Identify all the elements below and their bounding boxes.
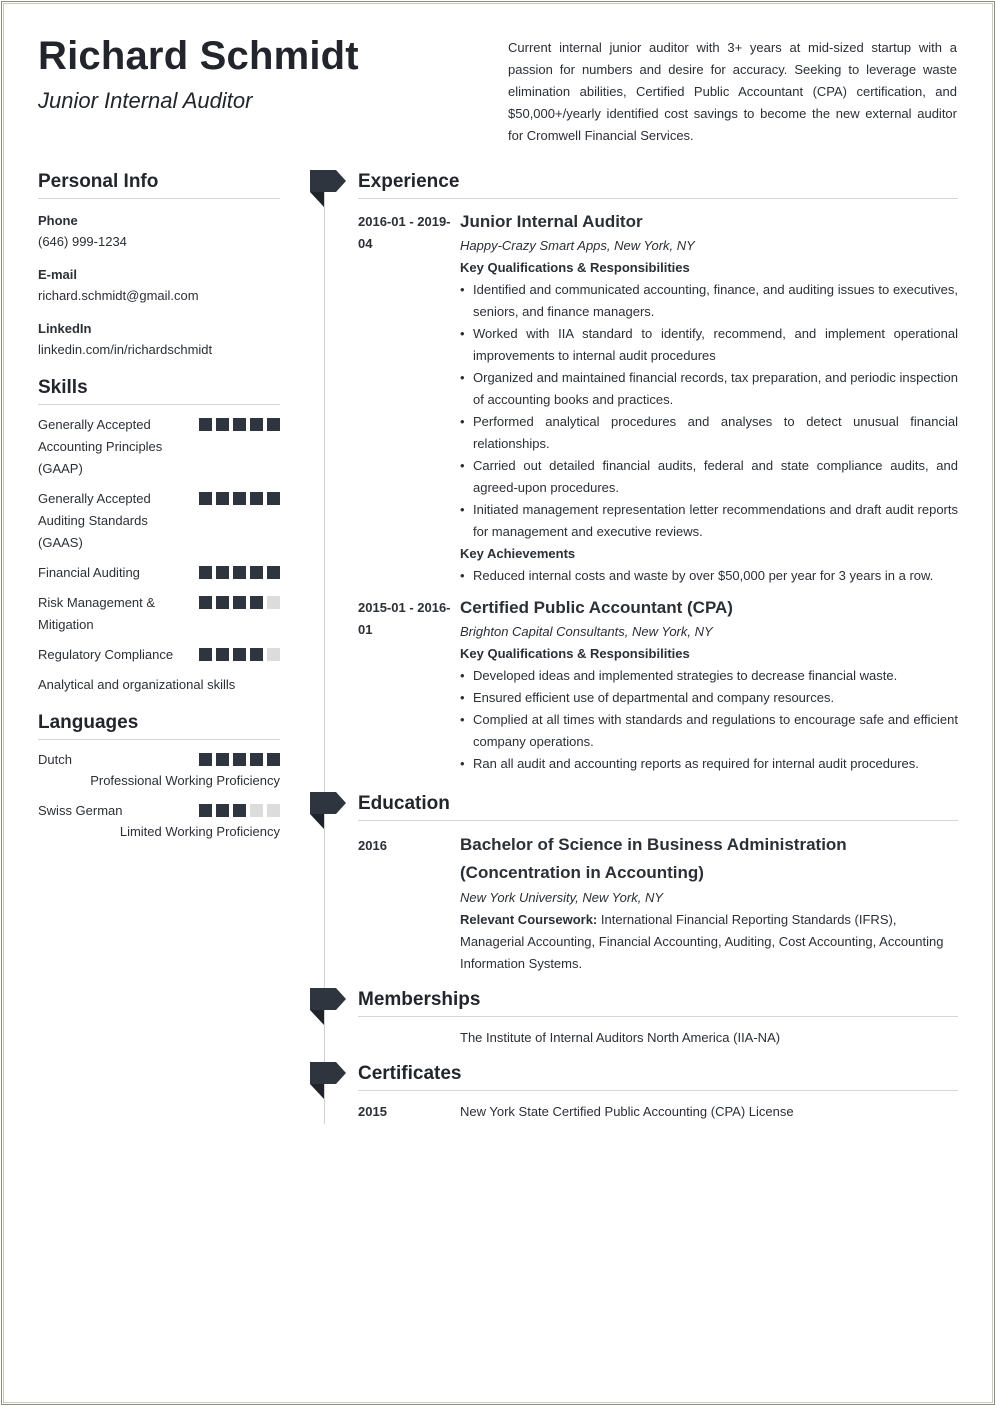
rating-square — [199, 753, 212, 766]
education-entry — [358, 831, 958, 975]
rating-square — [233, 804, 246, 817]
entry-organization: Brighton Capital Consultants, New York, NY — [460, 624, 713, 639]
entry-date: 2016 — [358, 838, 387, 853]
entry-organization: Happy-Crazy Smart Apps, New York, NY — [460, 238, 695, 253]
rating-square — [267, 418, 280, 431]
bullet-item: • Performed analytical procedures and analyses to detect unusual financial relationships. — [460, 411, 958, 455]
rating-square — [199, 566, 212, 579]
rating-square — [250, 648, 263, 661]
linkedin-value[interactable]: linkedin.com/in/richardschmidt — [38, 342, 213, 357]
email-label: E-mail — [38, 267, 78, 282]
rating-square — [199, 596, 212, 609]
rating-square — [233, 566, 246, 579]
rating-square — [233, 648, 246, 661]
responsibilities-list — [460, 279, 958, 543]
experience-heading: Experience — [358, 171, 958, 199]
certificates-section — [358, 1063, 958, 1123]
skill-item — [38, 592, 280, 636]
section-flag-icon — [310, 988, 346, 1026]
rating-square — [250, 492, 263, 505]
skill-rating — [199, 488, 280, 505]
memberships-section — [358, 989, 958, 1049]
rating-square — [216, 648, 229, 661]
left-column — [38, 171, 280, 842]
candidate-title: Junior Internal Auditor — [38, 88, 253, 113]
coursework — [460, 909, 958, 975]
rating-square — [267, 596, 280, 609]
rating-square — [250, 753, 263, 766]
phone-value: (646) 999-1234 — [38, 234, 127, 249]
candidate-name: Richard Schmidt — [38, 34, 359, 78]
skill-rating — [199, 562, 280, 579]
phone-label: Phone — [38, 213, 78, 228]
bullet-item: • Initiated management representation letter recommendations and draft audit reports for management and executive reviews. — [460, 499, 958, 543]
bullet-item: • Ensured efficient use of departmental and company resources. — [460, 687, 958, 709]
entry-date: 2015-01 - 2016-01 — [358, 600, 451, 637]
responsibilities-label: Key Qualifications & Responsibilities — [460, 260, 690, 275]
skill-item — [38, 488, 280, 554]
rating-square — [233, 596, 246, 609]
school-name: New York University, New York, NY — [460, 890, 664, 905]
skill-name: Regulatory Compliance — [38, 647, 174, 662]
bullet-item: • Reduced internal costs and waste by over $50,000 per year for 3 years in a row. — [460, 565, 958, 587]
rating-square — [199, 492, 212, 505]
rating-square — [216, 596, 229, 609]
language-rating — [199, 800, 280, 821]
rating-square — [216, 804, 229, 817]
entry-title: Certified Public Accountant (CPA) — [460, 598, 733, 617]
responsibilities-label: Key Qualifications & Responsibilities — [460, 646, 690, 661]
memberships-heading: Memberships — [358, 989, 958, 1017]
entry-date: 2016-01 - 2019-04 — [358, 214, 451, 251]
bullet-item: • Developed ideas and implemented strategies to decrease financial waste. — [460, 665, 958, 687]
rating-square — [199, 648, 212, 661]
rating-square — [267, 492, 280, 505]
rating-square — [267, 804, 280, 817]
skill-extra: Analytical and organizational skills — [38, 677, 236, 692]
responsibilities-list — [460, 665, 958, 775]
language-name: Dutch — [38, 752, 72, 767]
timeline-line — [324, 190, 325, 1124]
experience-entry — [358, 595, 958, 775]
entry-date: 2015 — [358, 1104, 387, 1119]
rating-square — [250, 596, 263, 609]
section-flag-icon — [310, 1062, 346, 1100]
certificates-heading: Certificates — [358, 1063, 958, 1091]
rating-square — [216, 753, 229, 766]
bullet-item: • Carried out detailed financial audits, federal and state compliance audits, and agreed-upon procedures. — [460, 455, 958, 499]
languages-list — [38, 749, 280, 842]
summary-paragraph: Current internal junior auditor with 3+ years at mid-sized startup with a passion for numbers and desire for accuracy. Seeking to leverage waste elimination abilities, Certified Public Accountant (CPA) certification, and $50,000+/yearly identified cost savings to become the new external auditor for Cromwell Financial Services. — [508, 40, 957, 143]
language-item — [38, 749, 280, 791]
entry-title: Junior Internal Auditor — [460, 212, 643, 231]
skill-name: Generally Accepted Auditing Standards (GAAS) — [38, 491, 151, 550]
bullet-item: • Identified and communicated accounting, finance, and auditing issues to executives, seniors, and finance managers. — [460, 279, 958, 323]
skills-list — [38, 414, 280, 666]
language-proficiency: Limited Working Proficiency — [119, 824, 280, 839]
rating-square — [216, 566, 229, 579]
skill-item — [38, 644, 280, 666]
education-heading: Education — [358, 793, 958, 821]
rating-square — [233, 753, 246, 766]
linkedin-label: LinkedIn — [38, 321, 92, 336]
language-name: Swiss German — [38, 803, 123, 818]
membership-entry — [358, 1027, 958, 1049]
language-rating — [199, 749, 280, 770]
rating-square — [250, 418, 263, 431]
language-proficiency: Professional Working Proficiency — [90, 773, 280, 788]
skill-name: Financial Auditing — [38, 565, 140, 580]
bullet-item: • Organized and maintained financial records, tax preparation, and periodic inspection of accounting books and practices. — [460, 367, 958, 411]
email-value[interactable]: richard.schmidt@gmail.com — [38, 288, 199, 303]
achievements-list — [460, 565, 958, 587]
bullet-item: • Complied at all times with standards and regulations to encourage safe and efficient company operations. — [460, 709, 958, 753]
coursework-text: International Financial Reporting Standards (IFRS), Managerial Accounting, Financial Accounting, Auditing, Cost Accounting, Accounting Information Systems. — [460, 912, 944, 971]
skill-item — [38, 562, 280, 584]
rating-square — [216, 418, 229, 431]
achievements-label: Key Achievements — [460, 546, 576, 561]
degree-title: Bachelor of Science in Business Administration (Concentration in Accounting) — [460, 835, 847, 882]
section-flag-icon — [310, 792, 346, 830]
rating-square — [216, 492, 229, 505]
rating-square — [233, 492, 246, 505]
experience-section — [358, 171, 958, 775]
bullet-item: • Ran all audit and accounting reports as required for internal audit procedures. — [460, 753, 958, 775]
experience-entry — [358, 209, 958, 587]
rating-square — [199, 804, 212, 817]
skill-item — [38, 414, 280, 480]
education-section — [358, 793, 958, 975]
membership-item: The Institute of Internal Auditors North America (IIA-NA) — [460, 1030, 781, 1045]
languages-heading: Languages — [38, 712, 280, 740]
rating-square — [199, 418, 212, 431]
certificate-item: New York State Certified Public Accounting (CPA) License — [460, 1104, 794, 1119]
rating-square — [250, 804, 263, 817]
skills-heading: Skills — [38, 377, 280, 405]
skill-rating — [199, 644, 280, 661]
skill-rating — [199, 414, 280, 431]
rating-square — [267, 648, 280, 661]
certificate-entry — [358, 1101, 958, 1123]
coursework-label: Relevant Coursework: — [460, 912, 598, 927]
rating-square — [250, 566, 263, 579]
skill-name: Risk Management & Mitigation — [38, 595, 156, 632]
rating-square — [233, 418, 246, 431]
bullet-item: • Worked with IIA standard to identify, recommend, and implement operational improvements to internal audit procedures — [460, 323, 958, 367]
section-flag-icon — [310, 170, 346, 208]
skill-name: Generally Accepted Accounting Principles (GAAP) — [38, 417, 163, 476]
rating-square — [267, 753, 280, 766]
language-item — [38, 800, 280, 842]
personal-info-heading: Personal Info — [38, 171, 280, 199]
rating-square — [267, 566, 280, 579]
skill-rating — [199, 592, 280, 609]
